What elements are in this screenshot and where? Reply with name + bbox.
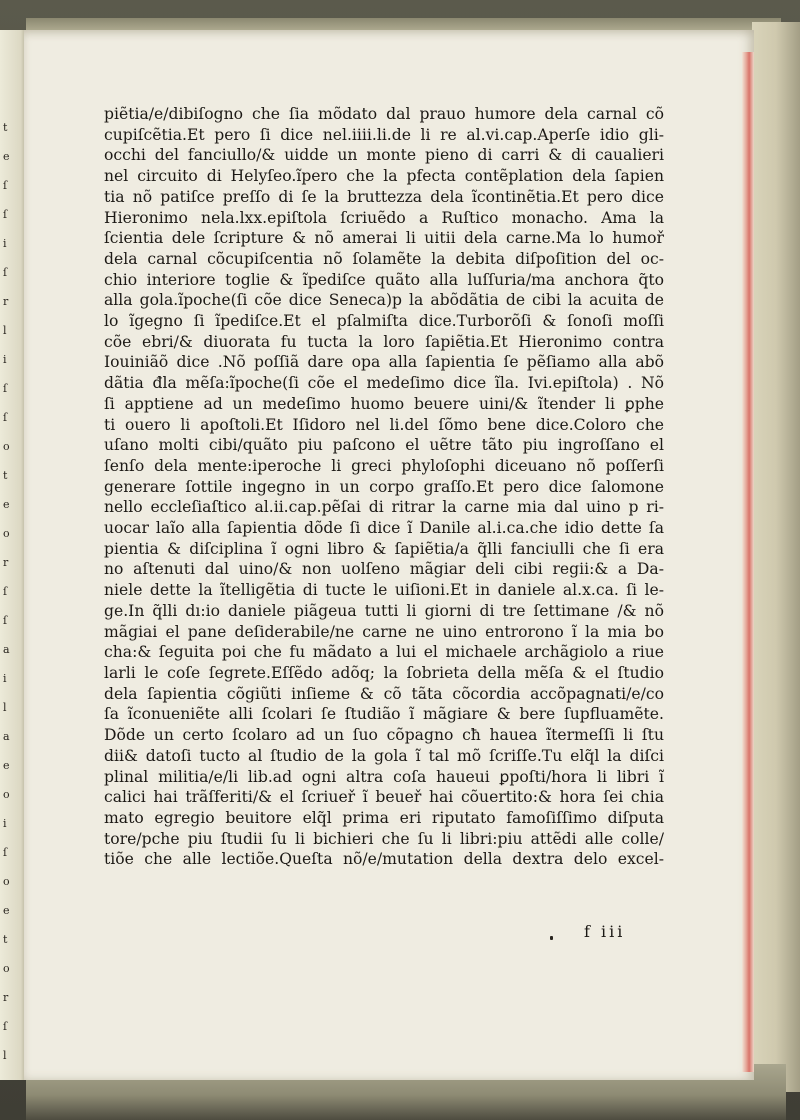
ink-speck [550,936,553,940]
text-line: nel circuito di Helyſeo.ĩpero che la pfecta contẽplation dela ſapien [104,167,664,186]
left-margin-fragment: r [3,557,9,569]
text-line: Hieronimo nela.lxx.epiſtola ſcriuẽdo a Ruſtico monacho. Ama la [104,208,664,227]
text-line: dela carnal cõcupiſcentia nõ ſolamẽte la debita diſpoſition del oc- [104,249,664,268]
left-margin-fragment: l [3,1050,7,1062]
left-margin-fragment: i [3,354,7,366]
left-margin-fragment: ſ [3,267,8,279]
text-line: ſa ĩconueniẽte alli ſcolari ſe ſtudião ĩ mãgiare & bere ſupfluamẽte. [104,705,664,724]
left-margin-fragment: e [3,151,10,163]
signature-mark: f iii [584,922,626,941]
text-line: occhi del fanciullo/& uidde un monte pieno di carri & di caualieri [104,146,664,165]
text-line: cha:& ſeguita poi che fu mãdato a lui el michaele archãgiolo a riue [104,643,664,662]
red-page-edge [742,52,754,1072]
text-line: uocar laĩo alla ſapientia dõde ſi dice ĩ Danile al.i.ca.che idio dette ſa [104,519,664,538]
left-margin-fragment: l [3,702,7,714]
text-line: calici hai trãſferiti/& el ſcriueř ĩ beueř hai cõuertito:& hora ſei chia [104,788,664,807]
left-margin-fragment: e [3,760,10,772]
left-margin-fragment: e [3,905,10,917]
left-margin-fragment: t [3,122,8,134]
text-line: ge.In q̃lli dı:io daniele piãgeua tutti li giorni di tre ſettimane /& nõ [104,601,664,620]
text-line: ſi apptiene ad un medeſimo huomo beuere uini/& ĩtender li ꝑphe [104,394,664,413]
left-margin-fragment: r [3,992,9,1004]
left-margin-fragment: ſ [3,383,8,395]
left-margin-fragment: o [3,876,10,888]
left-margin-fragment: o [3,789,10,801]
left-margin-fragment: o [3,528,10,540]
text-line: Dõde un certo ſcolaro ad un ſuo cõpagno cħ haueа ĩtermeſſi li ſtu [104,726,664,745]
text-line: chio interiore toglie & ĩpediſce quãto alla luſſuria/ma anchora q̃to [104,270,664,289]
left-margin-fragment: r [3,296,9,308]
text-line: ſcientia dele ſcripture & nõ amerai li uitii dela carne.Ma lo humoř [104,229,664,248]
text-line: generare ſottile ingegno in un corpo graſſo.Et pero dice ſalomone [104,477,664,496]
binding-right [752,22,800,1092]
text-line: tore/pche piu ſtudii ſu li bichieri che ſu li libri:piu attẽdi alle colle/ [104,829,664,848]
text-line: cõe ebri/& diuorata fu tucta la loro ſapiẽtia.Et Hieronimo contra [104,332,664,351]
left-margin-fragment: t [3,470,8,482]
text-line: dãtia đla mẽſa:ĩpoche(ſi cõe el medeſimo dice ĩla. Ivi.epiſtola) . Nõ [104,374,664,393]
text-line: plinal militia/e/li lib.ad ogni altra coſa haueui ꝑpoſti/hora li libri ĩ [104,767,664,786]
text-line: Iouiniãõ dice .Nõ poſſiã dare opa alla ſapientia ſe pẽſiamo alla abõ [104,353,664,372]
left-margin-fragment: ſ [3,1021,8,1033]
left-margin-fragment: ſ [3,209,8,221]
text-line: niele dette la ĩtelligẽtia di tucte le uiſioni.Et in daniele al.x.ca. ſi le- [104,581,664,600]
text-line: dela ſapientia cõgiũti inſieme & cõ tãta cõcordia accõpagnati/e/co [104,684,664,703]
text-line: larli le coſe ſegrete.Eſſẽdo adõq; la ſobrieta della mẽſa & el ſtudio [104,663,664,682]
text-line: alla gola.ĩpoche(ſi cõe dice Seneca)p la abõdãtia de cibi la acuita de [104,291,664,310]
left-margin-fragment: ſ [3,586,8,598]
page-text [104,104,664,870]
left-margin-fragment: ſ [3,180,8,192]
text-line: mato egregio beuitore elq̃l prima eri riputato famoſiſſimo diſputa [104,808,664,827]
text-line: no aſtenuti dal uino/& non uolſeno mãgiar deli cibi regii:& a Da- [104,560,664,579]
text-line: dii& datoſi tucto al ſtudio de la gola ĩ tal mõ ſcriſſe.Tu elq̃l la diſci [104,746,664,765]
text-line: ſenſo dela mente:iperoche li greci phyloſophi diceuano nõ poſſerſi [104,456,664,475]
left-margin-fragment: i [3,673,7,685]
text-line: pientia & diſciplina ĩ ogni libro & ſapiẽtia/a q̃lli fanciulli che ſi era [104,539,664,558]
text-line: lo ĩgegno ſi ĩpediſce.Et el pſalmiſta dice.Turborõſi & ſonoſi moſſi [104,312,664,331]
left-margin-fragment: o [3,963,10,975]
left-margin-fragment: t [3,934,8,946]
text-line: uſano molti cibi/quãto piu paſcono el uẽtre tãto piu ingroſſano el [104,436,664,455]
left-margin-fragment: i [3,238,7,250]
left-margin-fragment: o [3,441,10,453]
left-margin-fragment: a [3,731,10,743]
text-line: ti ouero li apoſtoli.Et Iſidoro nel li.del ſõmo bene dice.Coloro che [104,415,664,434]
left-margin-fragment: ſ [3,847,8,859]
text-line: tiõe che alle lectiõe.Queſta nõ/e/mutation della dextra delo excel- [104,850,664,869]
text-line: tia nõ patiſce preſſo di ſe la bruttezza dela ĩcontinẽtia.Et pero dice [104,187,664,206]
text-line: cupiſcẽtia.Et pero ſi dice nel.iiii.li.de li re al.vi.cap.Aperſe idio gli- [104,125,664,144]
left-margin-fragment: i [3,818,7,830]
text-line: piẽtia/e/dibiſogno che ſia mõdato dal prauo humore dela carnal cõ [104,105,664,123]
left-margin-fragment: l [3,325,7,337]
text-line: mãgiai el pane deſiderabile/ne carne ne uino entrorono ĩ la mia bo [104,622,664,641]
left-margin-fragment: e [3,499,10,511]
left-margin-fragment: ſ [3,412,8,424]
text-line: nello eccleſiaſtico al.ii.cap.pẽſai di ritrar la carne mia dal uino p ri- [104,498,664,517]
left-margin-fragment: a [3,644,10,656]
left-margin-fragment: ſ [3,615,8,627]
